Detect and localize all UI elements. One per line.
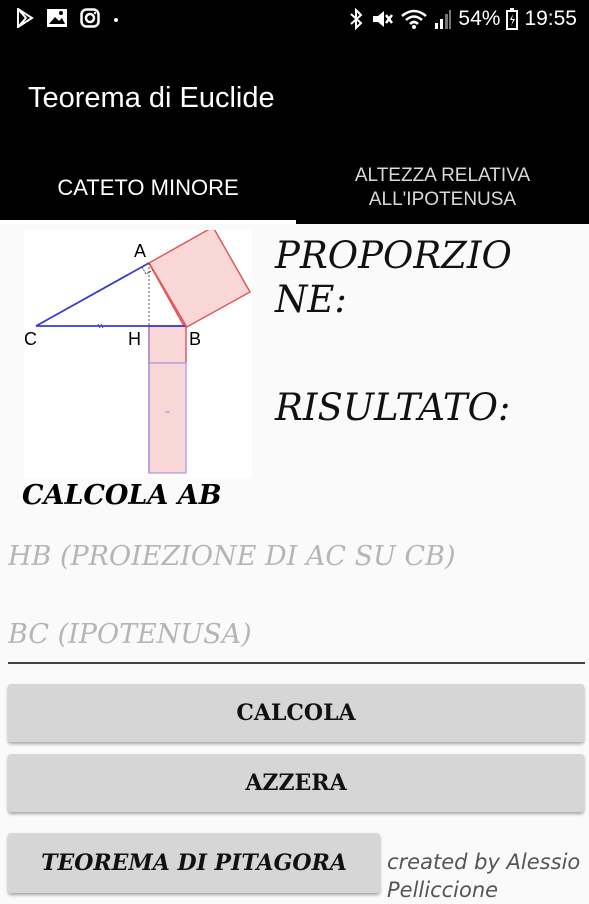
status-bar-right bbox=[348, 7, 577, 31]
proporzione-line1: PROPORZIO bbox=[275, 234, 512, 277]
calc-title: CALCOLA AB bbox=[22, 480, 222, 511]
wifi-icon bbox=[400, 8, 428, 30]
instagram-icon bbox=[80, 8, 100, 28]
mute-icon bbox=[370, 8, 394, 30]
hb-input[interactable] bbox=[8, 528, 585, 584]
rectangle-hb-bc bbox=[149, 363, 186, 473]
tab-label-line1: ALTEZZA RELATIVA bbox=[354, 165, 531, 186]
clock: 19:55 bbox=[524, 7, 577, 30]
label-c: C bbox=[24, 329, 37, 349]
bc-input[interactable] bbox=[8, 606, 585, 664]
app-bar bbox=[0, 44, 589, 224]
bluetooth-icon bbox=[348, 8, 364, 30]
teorema-pitagora-button[interactable]: TEOREMA DI PITAGORA bbox=[8, 833, 380, 893]
tab-indicator bbox=[0, 220, 296, 224]
label-a: A bbox=[134, 241, 147, 261]
euclid-diagram bbox=[24, 230, 252, 478]
label-b: B bbox=[189, 329, 202, 349]
azzera-button[interactable]: AZZERA bbox=[8, 754, 584, 812]
credit-text: created by Alessio Pelliccione bbox=[387, 850, 581, 902]
square-hb bbox=[149, 326, 186, 363]
battery-icon bbox=[506, 8, 518, 30]
battery-percent: 54% bbox=[458, 7, 501, 30]
play-store-icon bbox=[16, 8, 34, 28]
tab-altezza-relativa[interactable] bbox=[296, 156, 589, 220]
risultato-heading: RISULTATO: bbox=[275, 386, 511, 429]
square-ab bbox=[149, 230, 250, 328]
proporzione-heading bbox=[275, 234, 575, 322]
signal-icon bbox=[434, 8, 452, 30]
status-bar-left bbox=[16, 8, 120, 28]
gallery-icon bbox=[46, 8, 68, 28]
app-title: Teorema di Euclide bbox=[28, 82, 275, 114]
tab-label: CATETO MINORE bbox=[57, 175, 239, 200]
tab-label-line2: ALL'IPOTENUSA bbox=[368, 189, 517, 210]
tab-cateto-minore[interactable] bbox=[0, 156, 296, 220]
calcola-button[interactable]: CALCOLA bbox=[8, 684, 584, 742]
side-ca bbox=[36, 263, 149, 326]
dot-icon bbox=[112, 8, 120, 28]
label-h: H bbox=[128, 329, 141, 349]
proporzione-line2: NE: bbox=[275, 278, 347, 321]
status-bar bbox=[0, 0, 589, 44]
